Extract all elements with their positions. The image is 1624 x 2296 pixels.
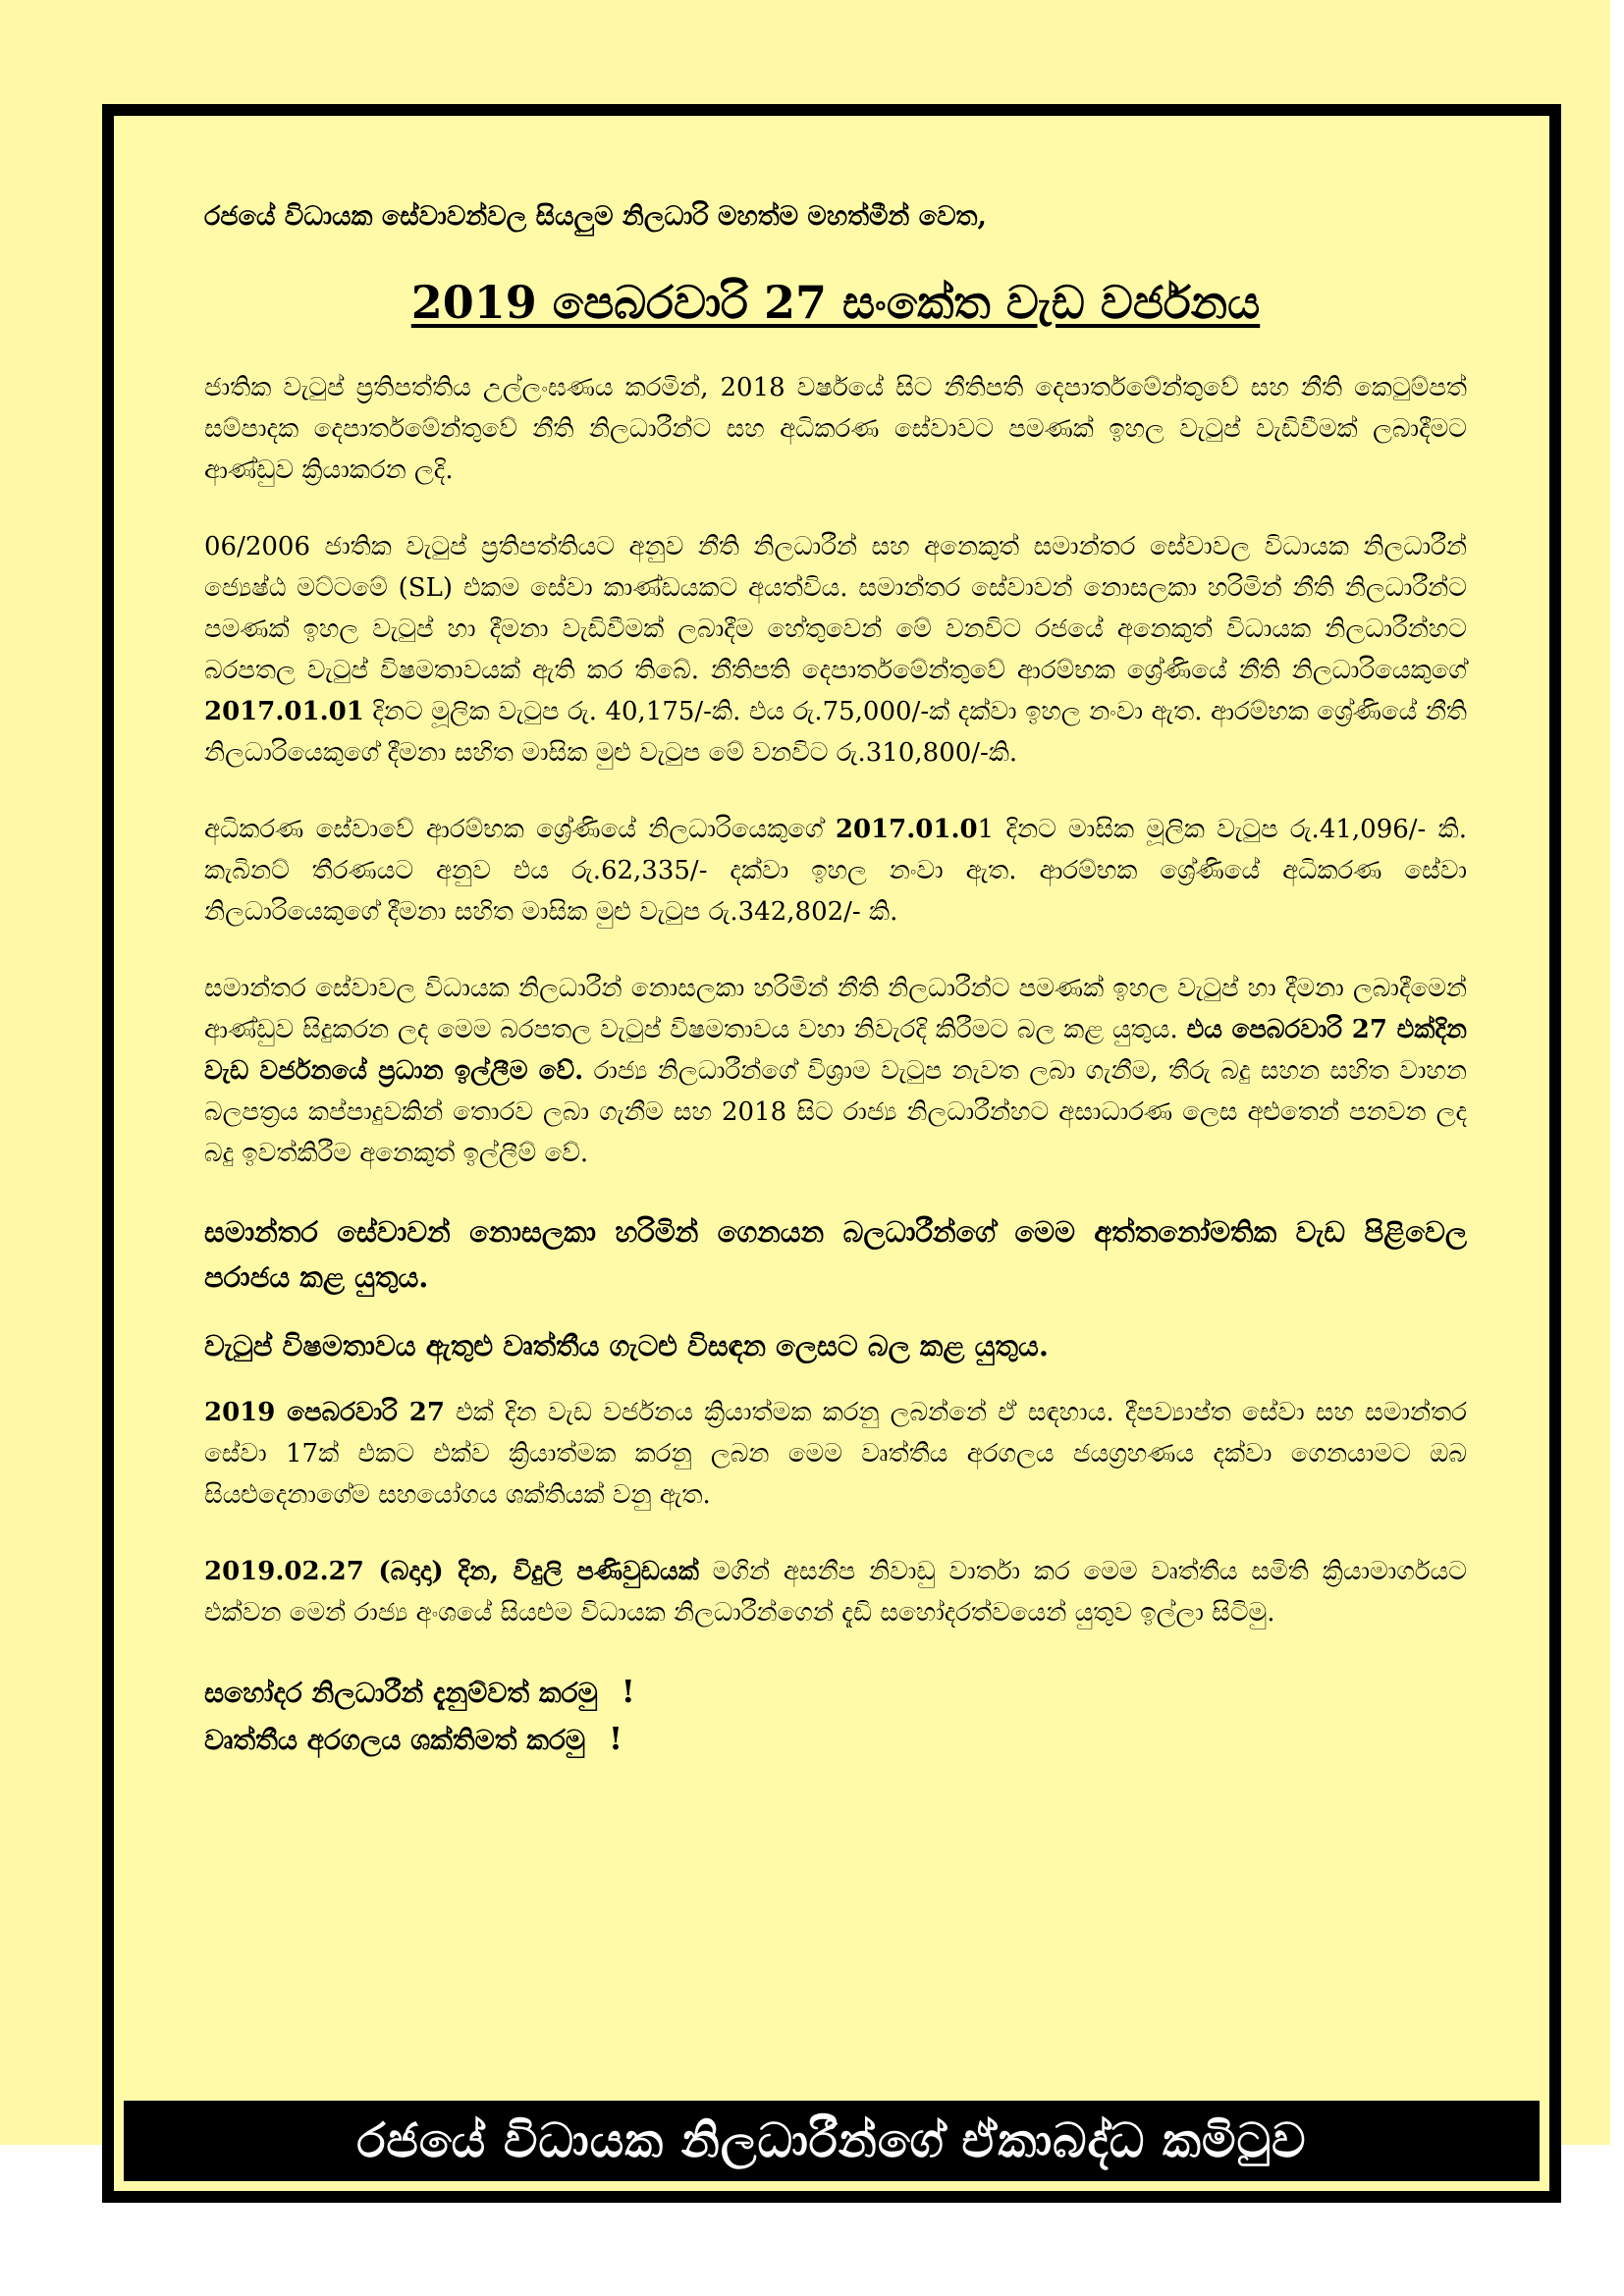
- paragraph-2: [204, 526, 1467, 774]
- closing-slogans: [204, 1669, 1467, 1763]
- bold-statement-2: වැටුප් විෂමතාවය ඇතුළු වෘත්තීය ගැටළු විසඳන ලෙසට බල කළ යුතුය.: [204, 1329, 1049, 1362]
- paragraph-3-part-c: 1 දිනට මාසික මූලික වැටුප රු.41,096/- කි. කැබිනට් තීරණයට අනුව එය රු.62,335/- දක්වා ඉහල නංවා ඇත. ආරම්භක ශ්‍රේණියේ අධිකරණ සේවා නිලධාරියෙකුගේ දීමනා සහිත මාසික මුළු වැටුප රු.342,802/- කි.: [204, 815, 1467, 927]
- paragraph-3-date: 2017.01.0: [835, 815, 978, 844]
- paragraph-6-date: 2019.02.27 (බදාදා) දින, විදුලි පණිවුඩයක්: [204, 1557, 699, 1586]
- paragraph-5-date: 2019 පෙබරවාරි 27: [204, 1398, 445, 1427]
- paragraph-6-part-b: මගින් අසනීප නිවාඩු වාර්තා කර මෙම වෘත්තීය සමිති ක්‍රියාමාර්ගයට එක්වන මෙන් රාජ්‍ය අංශයේ සියළුම විධායක නිලධාරීන්ගෙන් දැඩි සහෝදරත්වයෙන් යුතුව ඉල්ලා සිටිමු.: [204, 1557, 1467, 1628]
- exclamation-mark-2: !: [609, 1720, 623, 1757]
- notice-frame: [102, 104, 1561, 2203]
- notice-content: [204, 196, 1467, 1763]
- notice-title: [204, 275, 1467, 330]
- bold-statement-1: සමාන්තර සේවාවන් නොසලකා හරිමින් ගෙනයන බලධාරීන්ගේ මෙම අත්තනෝමතික වැඩ පිළිවෙල පරාජය කළ යුතුය.: [204, 1215, 1467, 1294]
- paragraph-3: [204, 809, 1467, 933]
- paragraph-1: ජාතික වැටුප් ප්‍රතිපත්තිය උල්ලංඝණය කරමින්, 2018 වර්ෂයේ සිට නීතිපති දෙපාර්තමේන්තුවේ සහ නීති කෙටුම්පත් සම්පාදක දෙපාර්තමේන්තුවේ නීති නිලධාරීන්ට සහ අධිකරණ සේවාවට පමණක් ඉහල වැටුප් වැඩිවීමක් ලබාදීමට ආණ්ඩුව ක්‍රියාකරන ලදි.: [204, 373, 1467, 485]
- paragraph-6: [204, 1551, 1467, 1633]
- paragraph-4-part-c: රාජ්‍ය නිලධාරීන්ගේ විශ්‍රාම වැටුප නැවත ලබා ගැනීම, තීරු බදු සහන සහිත වාහන බලපත්‍රය කප්පාදුවකින් තොරව ලබා ගැනීම සහ 2018 සිට රාජ්‍ය නිලධාරීන්හට අසාධාරණ ලෙස අළුතෙන් පනවන ලද බදු ඉවත්කිරීම අනෙකුත් ඉල්ලීම් වේ.: [204, 1056, 1467, 1168]
- paragraph-3-part-a: අධිකරණ සේවාවේ ආරම්භක ශ්‍රේණියේ නිලධාරියෙකුගේ: [204, 815, 836, 844]
- closing-slogan-1-text: සහෝදර නිලධාරීන් දැනුම්වත් කරමු: [204, 1677, 598, 1709]
- notice-title-text: 2019 පෙබරවාරි 27 සංකේත වැඩ වර්ජනය: [410, 276, 1261, 329]
- paragraph-2-part-a: 06/2006 ජාතික වැටුප් ප්‍රතිපත්තියට අනුව නීති නිලධාරීන් සහ අනෙකුත් සමාන්තර සේවාවල විධායක නිලධාරීන් ජ්‍යෙෂ්ඨ මට්ටමේ (SL) එකම සේවා කාණ්ඩයකට අයත්විය. සමාන්තර සේවාවන් නොසලකා හරිමින් නීති නිලධාරීන්ට පමණක් ඉහල වැටුප් හා දීමනා වැඩිවීමක් ලබාදීම හේතුවෙන් මේ වනවිට රජයේ අනෙකුත් විධායක නිලධාරීන්හට බරපතල වැටුප් විෂමතාවයක් ඇති කර තිබේ. නීතිපති දෙපාර්තමේන්තුවේ ආරම්භක ශ්‍රේණියේ නීති නිලධාරියෙකුගේ: [204, 532, 1467, 685]
- closing-slogan-2-text: වෘත්තීය අරගලය ශක්තිමත් කරමු: [204, 1724, 586, 1756]
- paragraph-4-main-demand: එය පෙබරවාරි 27 එක්දින වැඩ වර්ජනයේ ප්‍රධාන ඉල්ලීම වේ.: [204, 1015, 1467, 1086]
- paragraph-2-date: 2017.01.01: [204, 697, 364, 726]
- paragraph-4-part-a: සමාන්තර සේවාවල විධායක නිලධාරීන් නොසලකා හරිමින් නීති නිලධාරීන්ට පමණක් ඉහල වැටුප් හා දීමනා ලබාදීමෙන් ආණ්ඩුව සිදුකරන ලද මෙම බරපතල වැටුප් විෂමතාවය වහා නිවැරදි කිරීමට බල කළ යුතුය.: [204, 974, 1467, 1044]
- paragraph-5: [204, 1392, 1467, 1516]
- paragraph-4: [204, 968, 1467, 1174]
- paragraph-5-part-b: එක් දින වැඩ වර්ජනය ක්‍රියාත්මක කරනු ලබන්නේ ඒ සඳහාය. දීපව්‍යාප්ත සේවා සහ සමාන්තර සේවා 17ක් එකට එක්ව ක්‍රියාත්මක කරනු ලබන මෙම වෘත්තීය අරගලය ජයග්‍රහණය දක්වා ගෙනයාමට ඔබ සියළුදෙනාගේම සහයෝගය ශක්තියක් වනු ඇත.: [204, 1398, 1467, 1510]
- exclamation-mark-1: !: [621, 1673, 635, 1710]
- committee-footer-banner: රජයේ විධායක නිලධාරීන්ගේ ඒකාබද්ධ කමිටුව: [124, 2101, 1540, 2181]
- closing-slogan-1: [204, 1669, 1467, 1716]
- closing-slogan-2: [204, 1716, 1467, 1763]
- salutation: රජයේ විධායක සේවාවන්වල සියලුම නිලධාරි මහත්ම මහත්මීන් වෙත,: [204, 201, 987, 232]
- paragraph-2-part-c: දිනට මූලික වැටුප රු. 40,175/-කි. එය රු.75,000/-ක් දක්වා ඉහල නංවා ඇත. ආරම්භක ශ්‍රේණියේ නීති නිලධාරියෙකුගේ දීමනා සහිත මාසික මුළු වැටුප මේ වනවිට රු.310,800/-කි.: [204, 697, 1467, 768]
